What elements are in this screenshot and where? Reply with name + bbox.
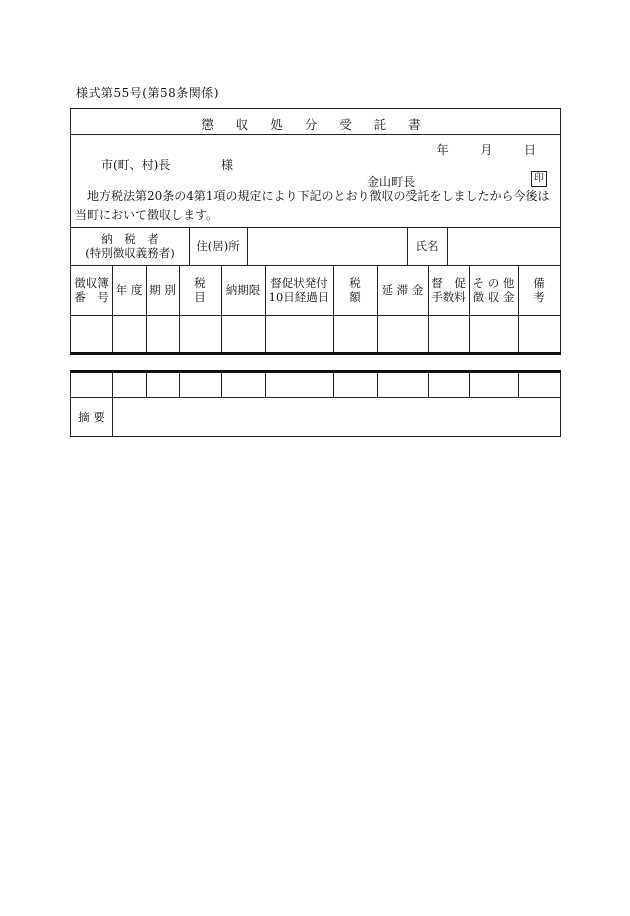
data-cell[interactable] xyxy=(469,315,518,353)
summary-label: 摘 要 xyxy=(78,410,105,424)
date-line xyxy=(437,141,536,158)
column-header-line1: 延 滞 金 xyxy=(381,283,424,297)
cut-line-top xyxy=(70,352,561,355)
data-cell[interactable] xyxy=(377,371,428,397)
data-cell[interactable] xyxy=(179,315,221,353)
sender-name: 金山町長 xyxy=(367,175,416,189)
column-header xyxy=(333,265,384,315)
data-cell[interactable] xyxy=(428,315,469,353)
data-cell[interactable] xyxy=(221,315,265,353)
column-header xyxy=(71,265,112,315)
date-day: 日 xyxy=(523,143,536,157)
form-title: 懲 収 処 分 受 託 書 xyxy=(201,117,430,132)
column-header-line1: 督 促 xyxy=(431,276,466,290)
column-header xyxy=(518,265,568,315)
divider xyxy=(71,134,560,135)
data-cell[interactable] xyxy=(221,371,265,397)
name-field[interactable] xyxy=(447,227,560,265)
cut-gap xyxy=(69,353,562,371)
column-header xyxy=(428,265,469,315)
column-header-line2: 10日経過日 xyxy=(268,290,330,304)
addressee: 市(町、村)長 xyxy=(101,158,171,172)
column-header xyxy=(112,265,146,315)
column-header-line2: 番 号 xyxy=(74,290,109,304)
data-cell[interactable] xyxy=(518,315,560,353)
column-header xyxy=(377,265,428,315)
column-header-line1: 徴収簿 xyxy=(74,276,109,290)
honorific: 様 xyxy=(221,158,234,172)
date-year: 年 xyxy=(436,143,449,157)
data-cell[interactable] xyxy=(428,371,469,397)
commission-form xyxy=(70,108,568,437)
column-header-line1: 督促状発付 xyxy=(270,276,328,290)
column-header-line1: 税 目 xyxy=(194,276,229,304)
data-cell[interactable] xyxy=(146,371,179,397)
column-header-line1: 期 別 xyxy=(149,283,176,297)
taxpayer-label-line2: (特別徴収義務者) xyxy=(85,246,175,260)
name-label: 氏名 xyxy=(415,239,439,253)
data-cell[interactable] xyxy=(71,371,112,397)
column-header-line1: 備 考 xyxy=(533,276,568,304)
data-cell[interactable] xyxy=(469,371,518,397)
taxpayer-label-line1: 納 税 者 xyxy=(101,232,159,246)
data-cell[interactable] xyxy=(71,315,112,353)
column-header xyxy=(469,265,518,315)
data-cell[interactable] xyxy=(333,371,377,397)
column-header-line2: 手数料 xyxy=(431,290,466,304)
address-label: 住(居)所 xyxy=(196,239,240,253)
data-cell[interactable] xyxy=(146,315,179,353)
summary-field[interactable] xyxy=(112,397,560,437)
data-cell[interactable] xyxy=(112,315,146,353)
seal-mark: 印 xyxy=(531,171,547,187)
data-cell[interactable] xyxy=(333,315,377,353)
date-month: 月 xyxy=(480,143,493,157)
column-header-line1: 納期限 xyxy=(225,283,261,297)
column-header xyxy=(265,265,333,315)
column-header-line1: 税 額 xyxy=(349,276,384,304)
column-header-line2: 徴 収 金 xyxy=(472,290,515,304)
column-header-line1: 年 度 xyxy=(115,283,143,297)
data-cell[interactable] xyxy=(179,371,221,397)
data-cell[interactable] xyxy=(265,371,333,397)
form-number-label: 様式第55号(第58条関係) xyxy=(76,86,219,100)
column-header xyxy=(179,265,229,315)
data-cell[interactable] xyxy=(377,315,428,353)
column-header xyxy=(146,265,179,315)
column-header-line1: そ の 他 xyxy=(472,276,515,290)
data-cell[interactable] xyxy=(265,315,333,353)
cut-line-bottom xyxy=(70,370,561,373)
data-cell[interactable] xyxy=(112,371,146,397)
column-header xyxy=(221,265,265,315)
address-field[interactable] xyxy=(247,227,407,265)
data-cell[interactable] xyxy=(518,371,560,397)
body-text: 地方税法第20条の4第1項の規定により下記のとおり徴収の受託をしましたから今後は当町において徴収します。 xyxy=(75,189,550,222)
taxpayer-label xyxy=(71,227,189,265)
